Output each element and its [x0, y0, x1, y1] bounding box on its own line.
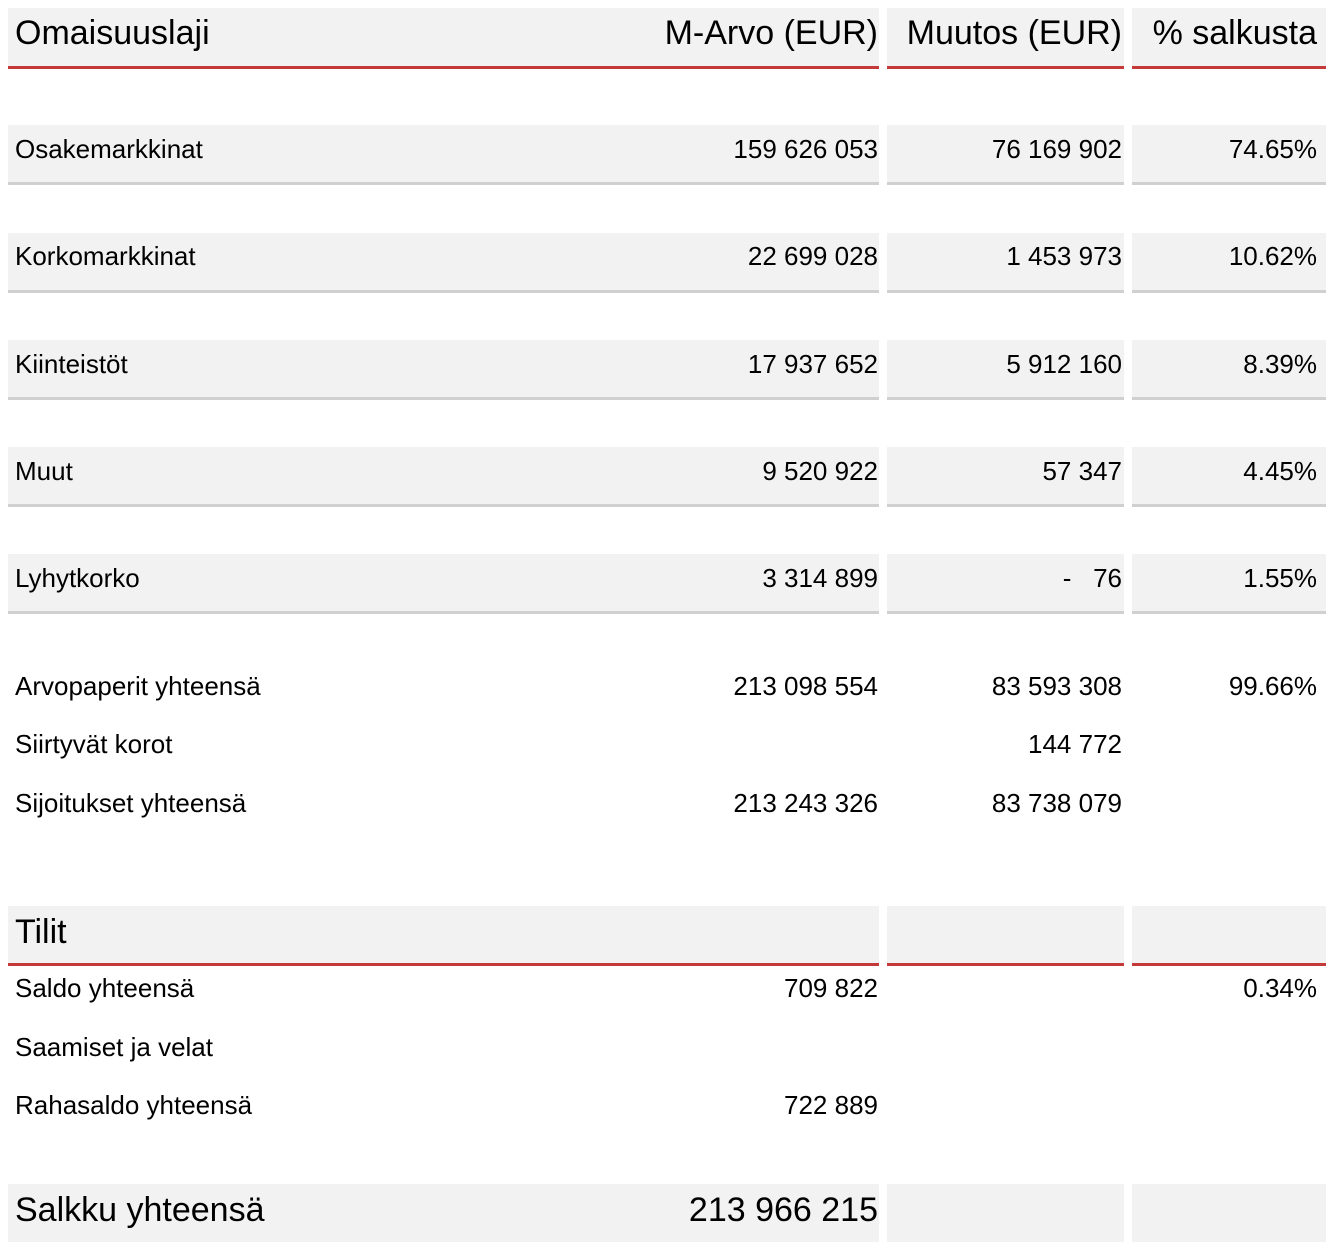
table-row-asset-name: Muut — [15, 456, 73, 486]
table-row-market-value: 159 626 053 — [733, 134, 878, 164]
balance-total-label: Saldo yhteensä — [15, 973, 195, 1003]
table-row-change: - 76 — [1062, 563, 1122, 593]
column-header-change: Muutos (EUR) — [906, 14, 1122, 52]
balance-total-value: 709 822 — [784, 973, 878, 1003]
investments-total-change: 83 738 079 — [991, 788, 1122, 818]
accrued-interest-change: 144 772 — [1028, 729, 1122, 759]
securities-total-value: 213 098 554 — [733, 671, 878, 701]
table-row-change: 5 912 160 — [1006, 349, 1122, 379]
cash-balance-total-value: 722 889 — [784, 1090, 878, 1120]
portfolio-total-label: Salkku yhteensä — [15, 1191, 265, 1229]
table-row-asset-name: Osakemarkkinat — [15, 134, 203, 164]
portfolio-total-value: 213 966 215 — [688, 1191, 878, 1229]
accounts-section-title: Tilit — [15, 913, 67, 951]
column-gap — [879, 0, 887, 1260]
table-row-asset-name: Korkomarkkinat — [15, 241, 196, 271]
column-header-asset-class: Omaisuuslaji — [15, 14, 210, 52]
table-row-share: 10.62% — [1228, 241, 1317, 271]
securities-total-share: 99.66% — [1228, 671, 1317, 701]
table-row-change: 76 169 902 — [991, 134, 1122, 164]
table-row-share: 8.39% — [1243, 349, 1317, 379]
table-row-market-value: 22 699 028 — [747, 241, 878, 271]
table-row-share: 74.65% — [1228, 134, 1317, 164]
column-header-portfolio-share: % salkusta — [1152, 14, 1317, 52]
table-row-change: 1 453 973 — [1006, 241, 1122, 271]
receivables-payables-label: Saamiset ja velat — [15, 1032, 213, 1062]
accrued-interest-label: Siirtyvät korot — [15, 729, 173, 759]
table-row-asset-name: Lyhytkorko — [15, 563, 140, 593]
securities-total-label: Arvopaperit yhteensä — [15, 671, 261, 701]
balance-total-share: 0.34% — [1243, 973, 1317, 1003]
cash-balance-total-label: Rahasaldo yhteensä — [15, 1090, 253, 1120]
securities-total-change: 83 593 308 — [991, 671, 1122, 701]
table-row-change: 57 347 — [1042, 456, 1122, 486]
table-row-market-value: 3 314 899 — [762, 563, 878, 593]
investments-total-value: 213 243 326 — [733, 788, 878, 818]
column-header-market-value: M-Arvo (EUR) — [664, 14, 878, 52]
table-row-asset-name: Kiinteistöt — [15, 349, 128, 379]
table-row-share: 4.45% — [1243, 456, 1317, 486]
table-row-share: 1.55% — [1243, 563, 1317, 593]
table-row-market-value: 9 520 922 — [762, 456, 878, 486]
investments-total-label: Sijoitukset yhteensä — [15, 788, 247, 818]
table-row-market-value: 17 937 652 — [747, 349, 878, 379]
column-gap — [1124, 0, 1132, 1260]
